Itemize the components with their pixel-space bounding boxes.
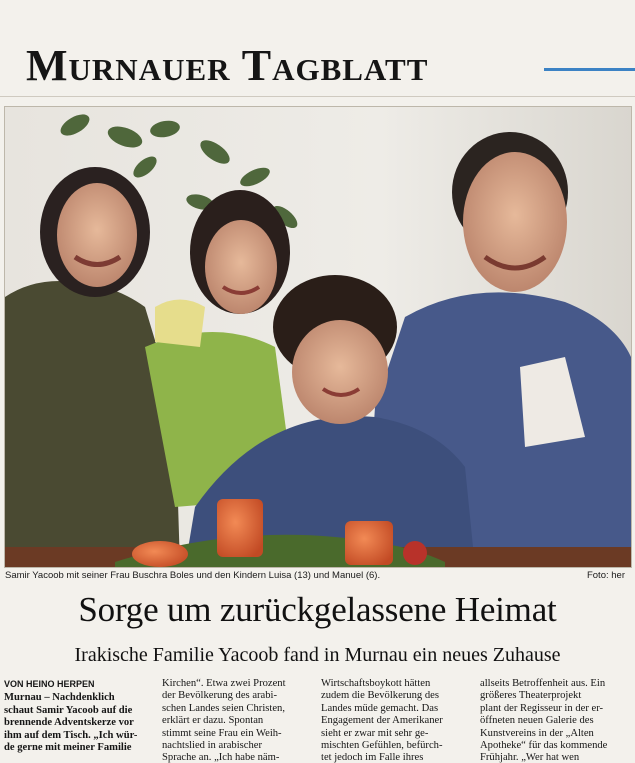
photo-credit: Foto: her <box>586 570 625 581</box>
article-column-1 <box>4 678 154 754</box>
column-line: tet jedoch im Falle ihres <box>321 752 424 763</box>
column-line: der Bevölkerung des arabi- <box>162 690 278 702</box>
column-line: zudem die Bevölkerung des <box>321 690 439 702</box>
family-photo <box>4 106 632 568</box>
column-line: brennende Adventskerze vor <box>4 717 134 729</box>
column-line: öffneten neuen Galerie des <box>480 715 594 727</box>
column-line: Landes müde gemacht. Das <box>321 702 439 714</box>
article-column-2 <box>162 678 312 763</box>
masthead-blue-rule <box>544 68 635 71</box>
column-line: de gerne mit meiner Familie <box>4 742 132 754</box>
column-line: Kirchen“. Etwa zwei Prozent <box>162 678 286 689</box>
masthead <box>0 0 635 98</box>
column-line: schen Landes seien Christen, <box>162 702 285 714</box>
column-line: plant der Regisseur in der er- <box>480 702 604 714</box>
column-line: Kunstvereins in der „Alten <box>480 727 594 739</box>
masthead-divider <box>0 96 635 97</box>
column-line: allseits Betroffenheit aus. Ein <box>480 678 606 689</box>
column-line: sieht er zwar mit sehr ge- <box>321 727 429 739</box>
column-line: nachtslied in arabischer <box>162 740 263 752</box>
article-byline: VON HEINO HERPEN <box>4 679 95 689</box>
column-line: Sprache an. „Ich habe näm- <box>162 752 280 763</box>
column-line: Engagement der Amerikaner <box>321 715 443 727</box>
article-column-3 <box>321 678 471 763</box>
photo-caption: Samir Yacoob mit seiner Frau Buschra Boles und den Kindern Luisa (13) und Manuel (6). <box>5 570 381 581</box>
family-photo-illustration <box>5 107 631 567</box>
column-line: Murnau – Nachdenklich <box>4 692 115 704</box>
column-line: Frühjahr. „Wer hat wen <box>480 752 580 763</box>
column-line: mischten Gefühlen, befürch- <box>321 740 443 752</box>
article-headline: Sorge um zurückgelassene Heimat <box>78 590 557 629</box>
article-body <box>4 678 630 763</box>
column-line: Apotheke“ für das kommende <box>480 740 608 752</box>
column-line: erklärt er dazu. Spontan <box>162 715 264 727</box>
article-column-4 <box>480 678 630 763</box>
column-line: schaut Samir Yacoob auf die <box>4 704 133 716</box>
column-line: stimmt seine Frau ein Weih- <box>162 727 282 739</box>
column-line: Wirtschaftsboykott hätten <box>321 678 431 689</box>
column-line: größeres Theaterprojekt <box>480 690 582 702</box>
masthead-title: Murnauer Tagblatt <box>26 41 429 90</box>
column-line: ihm auf dem Tisch. „Ich wür- <box>4 729 138 741</box>
article-subhead: Irakische Familie Yacoob fand in Murnau ein neues Zuhause <box>74 644 561 666</box>
